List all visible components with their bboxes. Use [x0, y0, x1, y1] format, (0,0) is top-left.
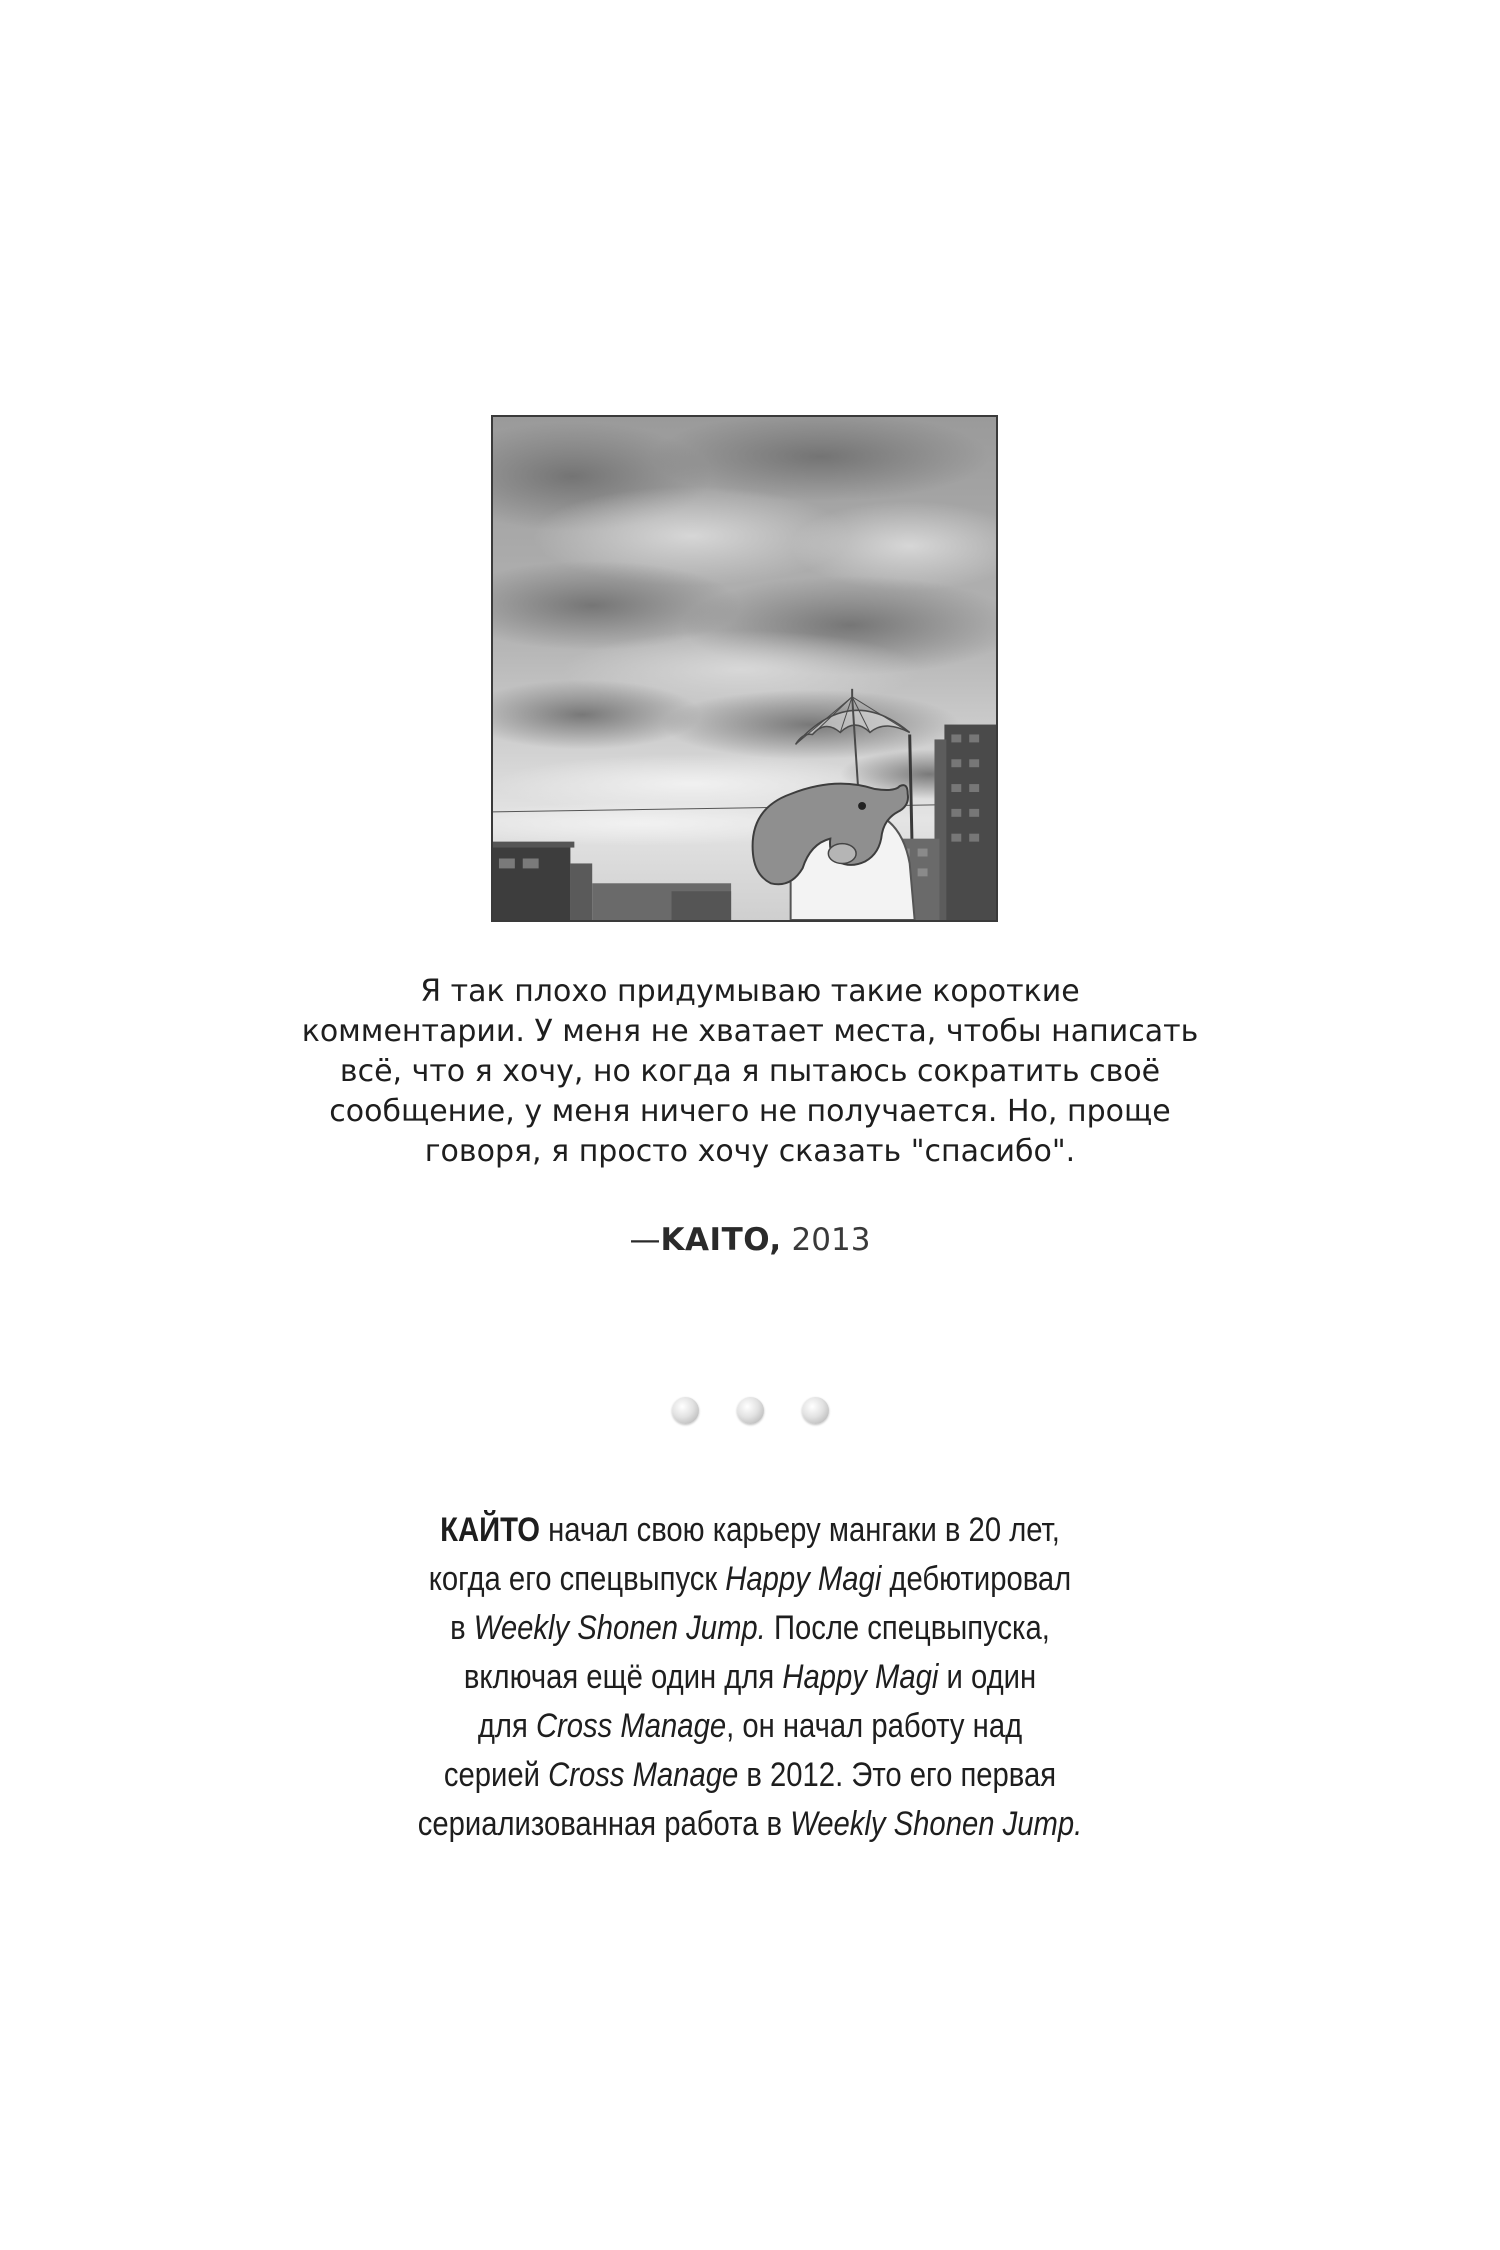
- bio-text: сериализованная работа в: [417, 1805, 791, 1843]
- bio-line: [363, 1800, 1137, 1849]
- section-divider: [0, 1397, 1500, 1427]
- bio-text: когда его спецвыпуск: [428, 1560, 726, 1598]
- bio-text: в 2012. Это его первая: [738, 1756, 1057, 1794]
- quote-line: говоря, я просто хочу сказать "спасибо".: [424, 1134, 1076, 1169]
- bio-title: Happy Magi: [725, 1560, 882, 1598]
- bio-line: [363, 1604, 1137, 1653]
- quote-line: комментарии. У меня не хватает места, чтобы написать: [301, 1014, 1199, 1049]
- author-bio: [363, 1506, 1137, 1849]
- bio-title: Happy Magi: [782, 1658, 939, 1696]
- author-quote: [300, 972, 1200, 1172]
- bio-text: начал свою карьеру мангаки в 20 лет,: [540, 1511, 1060, 1549]
- bio-text: После спецвыпуска,: [765, 1609, 1050, 1647]
- bio-text: дебютировал: [881, 1560, 1072, 1598]
- divider-dot-icon: [802, 1397, 829, 1424]
- signature-dash: —: [629, 1222, 661, 1258]
- quote-signature: [300, 1220, 1200, 1260]
- bio-title: Cross Manage: [548, 1756, 739, 1794]
- divider-dot-icon: [737, 1397, 764, 1424]
- bio-text: включая ещё один для: [463, 1658, 783, 1696]
- quote-line: Я так плохо придумываю такие короткие: [420, 974, 1080, 1009]
- bio-line: [363, 1555, 1137, 1604]
- bio-line: [363, 1702, 1137, 1751]
- bio-text: в: [450, 1609, 474, 1647]
- bio-text: и один: [938, 1658, 1037, 1696]
- divider-dot-icon: [672, 1397, 699, 1424]
- bio-author-name: КАЙТО: [440, 1511, 541, 1549]
- bio-text: , он начал работу над: [726, 1707, 1023, 1745]
- bio-line: [363, 1751, 1137, 1800]
- bio-title: Weekly Shonen Jump.: [790, 1805, 1083, 1843]
- sky-photo-illustration: [493, 417, 996, 920]
- quote-line: сообщение, у меня ничего не получается. Но, проще: [329, 1094, 1171, 1129]
- bio-title: Weekly Shonen Jump.: [473, 1609, 766, 1647]
- bio-line: [363, 1506, 1137, 1555]
- bio-line: [363, 1653, 1137, 1702]
- signature-author: KAITO,: [660, 1222, 782, 1258]
- quote-line: всё, что я хочу, но когда я пытаюсь сократить своё: [339, 1054, 1161, 1089]
- bio-text: серией: [443, 1756, 549, 1794]
- signature-year: 2013: [791, 1222, 871, 1258]
- author-photo: [491, 415, 998, 922]
- bio-title: Cross Manage: [535, 1707, 727, 1745]
- bio-text: для: [477, 1707, 536, 1745]
